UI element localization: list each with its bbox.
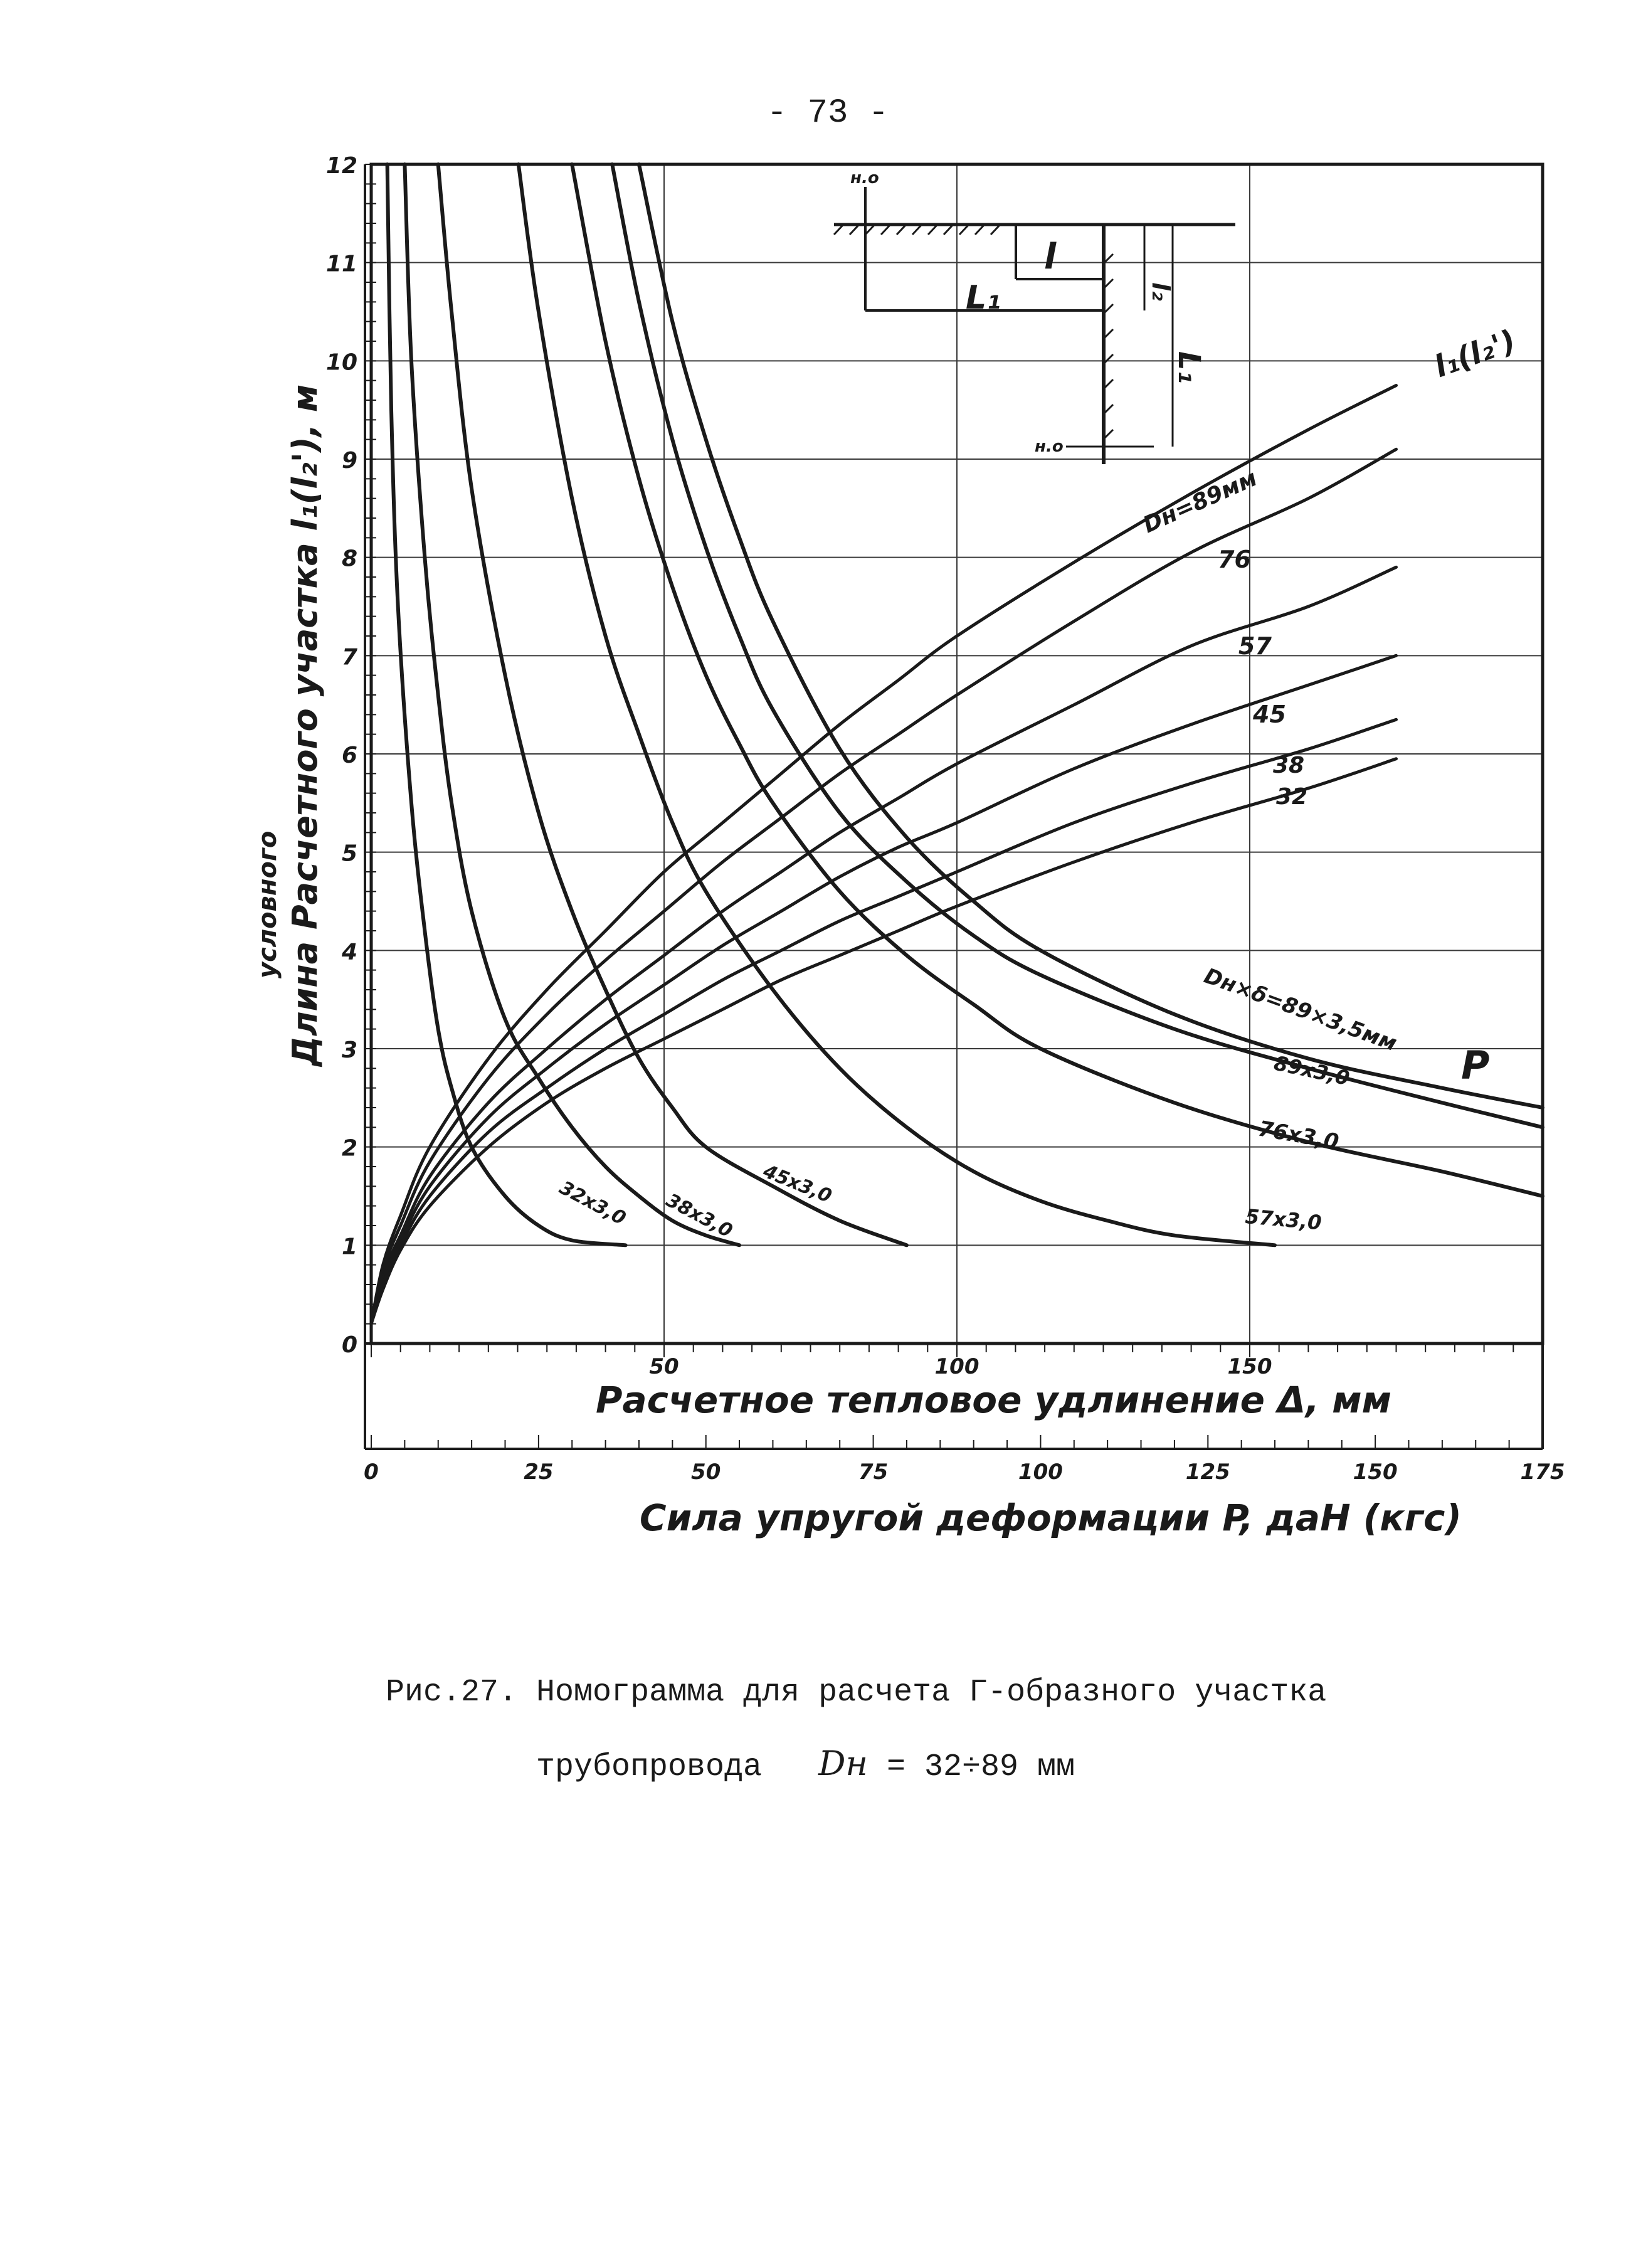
x-axis-title-force: Сила упругой деформации P, даН (кгс) [640,1497,1462,1539]
force-tick-label: 0 [364,1460,379,1485]
length-curve-label-89: Dн=89мм [1139,465,1261,539]
inset-label-fixed-bottom: н.о [1035,437,1064,456]
force-curve-label-89x3.0: 89x3,0 [1272,1051,1352,1091]
force-curve-label-57x3.0: 57x3,0 [1244,1204,1323,1235]
figure-caption-line-2 [536,1744,1414,1785]
delta-tick-label: 100 [934,1354,979,1379]
length-curve-label-38: 38 [1273,753,1305,778]
y-tick-label: 0 [341,1332,357,1358]
force-curve-label-76x3.0: 76x3,0 [1256,1116,1341,1155]
y-tick-label: 8 [341,546,357,572]
figure-caption-line-1: Рис.27. Номограмма для расчета Г-образного участка [386,1675,1327,1710]
y-tick-label: 6 [341,743,357,768]
length-curve-label-45: 45 [1253,701,1286,728]
chart-frame [365,164,1543,1449]
grid [371,164,1543,1343]
force-curve-label-89x3.5: Dн×δ=89×3,5мм [1200,963,1400,1057]
force-curve-label-45x3.0: 45x3,0 [760,1160,835,1208]
y-tick-label: 1 [341,1234,357,1260]
force-curve-label-38x3.0: 38x3,0 [662,1189,736,1243]
delta-tick-label: 50 [649,1354,679,1379]
curve-labels [326,153,1565,1485]
force-tick-label: 175 [1520,1460,1565,1485]
force-tick-label: 25 [524,1460,554,1485]
length-curve-label-32: 32 [1276,784,1308,810]
caption-dh-symbol: Dн [818,1744,868,1783]
force-tick-label: 125 [1185,1460,1230,1485]
y-tick-label: 4 [341,939,357,965]
y-axis-title: Длина Расчетного участка l₁(l₂'), м [285,384,325,1066]
force-curve-label-32x3.0: 32x3,0 [556,1177,630,1230]
page-number: - 73 - [766,94,889,132]
force-tick-label: 50 [691,1460,721,1485]
caption-suffix: = 32÷89 мм [886,1749,1075,1785]
pipe-schematic-inset [834,187,1235,464]
y-tick-label: 9 [341,448,357,474]
y-tick-label: 5 [341,840,357,867]
length-curve-57 [371,567,1396,1323]
length-family-label: l₁(l₂') [1429,322,1521,385]
force-tick-label: 100 [1018,1460,1063,1485]
force-curve-89x3.5 [639,164,1543,1108]
force-tick-label: 75 [858,1460,889,1485]
y-tick-label: 11 [325,251,357,277]
x-axis-title-delta: Расчетное тепловое удлинение Δ, мм [596,1379,1392,1421]
inset-label-fixed-top: н.о [850,169,879,188]
y-axis-title-top: условного [253,830,282,978]
length-curve-76 [371,449,1396,1323]
inset-label-l: l [1044,236,1057,277]
y-tick-label: 12 [325,153,357,179]
delta-tick-label: 150 [1227,1354,1272,1379]
inset-label-L2: L₁ [1171,351,1206,384]
force-curve-89x3.0 [612,164,1543,1127]
length-curve-label-76: 76 [1218,546,1251,573]
force-curve-76x3.0 [572,164,1543,1196]
y-tick-label: 7 [341,644,357,670]
caption-prefix: трубопровода [536,1749,763,1785]
y-tick-label: 2 [341,1135,357,1162]
force-curve-57x3.0 [519,164,1275,1245]
inset-label-l2: l₂ [1147,282,1175,301]
length-curve-label-57: 57 [1238,632,1272,660]
y-tick-label: 10 [325,349,357,376]
force-tick-label: 150 [1353,1460,1398,1485]
y-tick-label: 3 [341,1037,357,1063]
inset-label-L1: L₁ [966,279,1001,317]
force-family-label: P [1461,1042,1490,1088]
